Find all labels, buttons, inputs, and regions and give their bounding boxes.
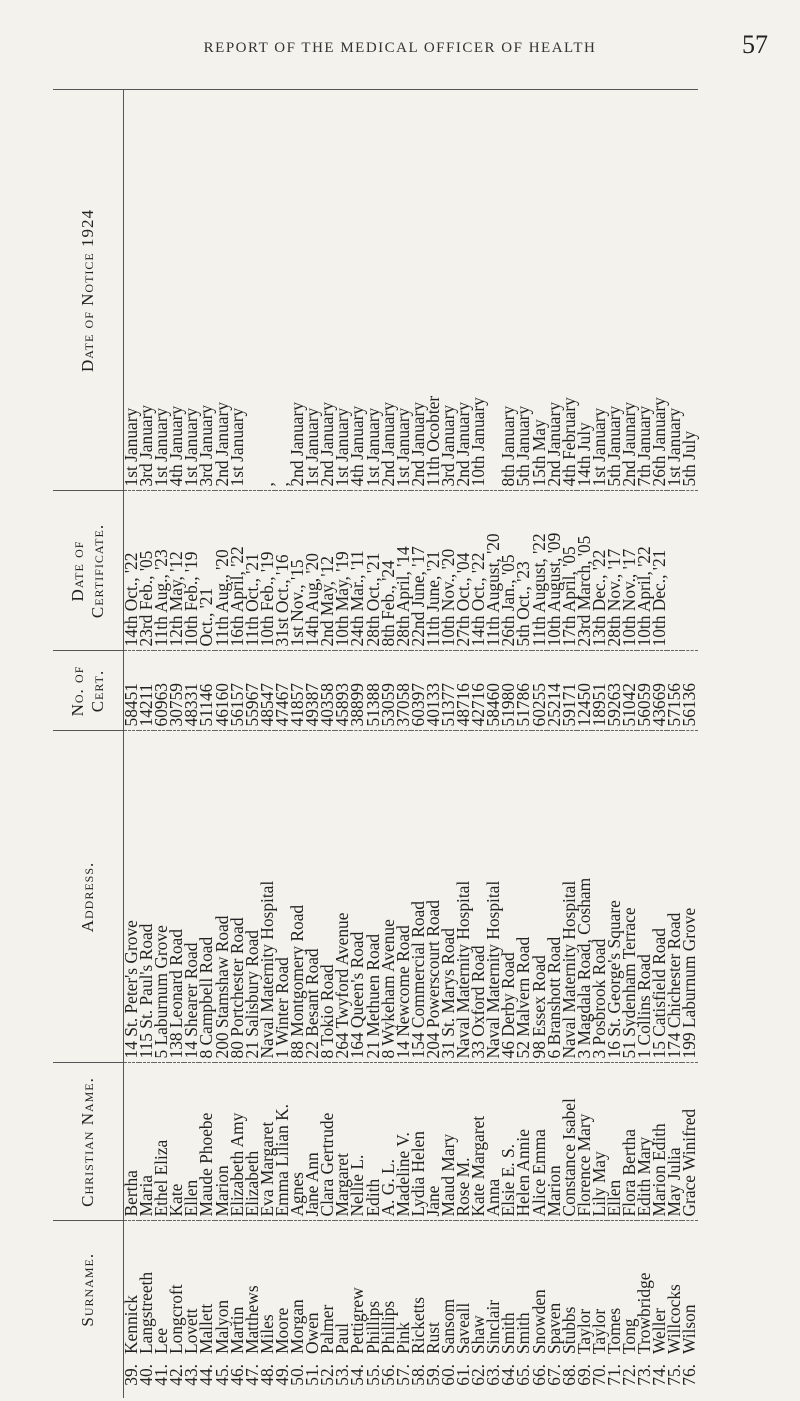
row-notice-date: 2nd January: [411, 90, 426, 491]
row-address: 3 Posbrook Road: [592, 731, 607, 1063]
row-cert-date: 2nd May, '12: [320, 491, 335, 651]
row-surname: Phillips: [377, 1300, 398, 1354]
row-christian-name: Kate: [169, 1063, 184, 1221]
row-address: 6 Branshott Road: [547, 731, 562, 1063]
row-cert-no: 48716: [456, 651, 471, 731]
row-cert-no: 59263: [607, 651, 622, 731]
row-address: 15 Catisfield Road: [652, 731, 667, 1063]
header-number: [53, 1358, 124, 1398]
row-surname: Wilson: [679, 1304, 700, 1354]
row-christian-name: Florence Mary: [577, 1063, 592, 1221]
row-cert-date: 28th Nov., '17: [607, 491, 622, 651]
row-number: 40.: [136, 1364, 157, 1386]
row-notice-date: 1st January: [154, 90, 169, 491]
row-surname: Paul: [332, 1323, 353, 1354]
row-address: 14 St. Peter's Grove: [124, 731, 140, 1063]
row-christian-name: Anna: [486, 1063, 501, 1221]
row-number: 64.: [498, 1364, 519, 1386]
row-address: 14 Shearer Road: [184, 731, 199, 1063]
row-notice-date: 3rd January: [139, 90, 154, 491]
row-address: 8 Tokio Road: [320, 731, 335, 1063]
row-number: 60.: [437, 1364, 458, 1386]
row-cert-no: 18951: [592, 651, 607, 731]
row-cert-date: 16th April, '22: [230, 491, 245, 651]
row-christian-name: May Julia: [667, 1063, 682, 1221]
row-address: 204 Powerscourt Road: [426, 731, 441, 1063]
row-cert-date: 10th Nov., '17: [622, 491, 637, 651]
row-number: 54.: [347, 1364, 368, 1386]
row-address: 8 Wykeham Avenue: [381, 731, 396, 1063]
row-address: Naval Maternity Hospital: [456, 731, 471, 1063]
row-surname: Phillips: [362, 1300, 383, 1354]
row-cert-no: 48547: [260, 651, 275, 731]
row-cert-date: 23rd Feb., '05: [139, 491, 154, 651]
row-address: 16 St. George's Square: [607, 731, 622, 1063]
row-number: 58.: [407, 1364, 428, 1386]
row-cert-no: 40133: [426, 651, 441, 731]
row-christian-name: Ethel Eliza: [154, 1063, 169, 1221]
row-surname: Pink: [392, 1322, 413, 1354]
row-christian-name: Helen Annie: [516, 1063, 531, 1221]
row-address: 1 Collins Road: [637, 731, 652, 1063]
row-surname: Palmer: [317, 1304, 338, 1354]
row-notice-date: 1st January: [667, 90, 682, 491]
row-cert-no: 56136: [682, 651, 697, 731]
row-cert-no: 25214: [547, 651, 562, 731]
row-surname: Lee: [151, 1327, 172, 1354]
row-address: 21 Salisbury Road: [245, 731, 260, 1063]
row-address: 154 Commercial Road: [411, 731, 426, 1063]
row-surname: Malyon: [211, 1299, 232, 1354]
running-head: REPORT OF THE MEDICAL OFFICER OF HEALTH: [203, 40, 597, 56]
row-number: 44.: [196, 1364, 217, 1386]
row-number: 68.: [558, 1364, 579, 1386]
header-cert-date: Date of Certificate.: [53, 491, 124, 651]
row-christian-name: Margaret: [335, 1063, 350, 1221]
row-surname: Stubbs: [558, 1306, 579, 1354]
row-surname: Longcroft: [166, 1284, 187, 1354]
row-christian-name: Grace Winifred: [682, 1063, 697, 1221]
page-header: [0, 0, 800, 95]
row-number: 52.: [317, 1364, 338, 1386]
page-number: 57: [742, 30, 768, 59]
row-cert-no: 43669: [652, 651, 667, 731]
row-notice-date: 2nd January: [320, 90, 335, 491]
row-cert-date: 13th Dec., '22: [592, 491, 607, 651]
row-address: Naval Maternity Hospital: [562, 731, 577, 1063]
row-cert-date: 10th Feb., '19: [184, 491, 199, 651]
row-address: 164 Queen's Road: [350, 731, 365, 1063]
row-number: 69.: [573, 1364, 594, 1386]
row-number: 45.: [211, 1364, 232, 1386]
row-address: 52 Malvern Road: [516, 731, 531, 1063]
row-surname: Ricketts: [407, 1297, 428, 1354]
row-notice-date: 2nd January: [290, 90, 305, 491]
header-surname: Surname.: [53, 1221, 124, 1358]
row-cert-no: 56157: [230, 651, 245, 731]
row-notice-date: 8th January: [501, 90, 516, 491]
row-cert-no: 30759: [169, 651, 184, 731]
row-address: 115 St. Paul's Road: [139, 731, 154, 1063]
row-christian-name: Lily May: [592, 1063, 607, 1221]
row-surname: Rust: [422, 1322, 443, 1354]
row-cert-no: 58460: [486, 651, 501, 731]
row-number: 49.: [271, 1364, 292, 1386]
row-notice-date: 3rd January: [441, 90, 456, 491]
row-address: 264 Twyford Avenue: [335, 731, 350, 1063]
header-christian-name: Christian Name.: [53, 1063, 124, 1221]
row-christian-name: Bertha: [124, 1063, 140, 1221]
row-surname: Sansom: [437, 1298, 458, 1354]
row-cert-no: 60397: [411, 651, 426, 731]
row-surname: Matthews: [241, 1285, 262, 1354]
row-number: 46.: [226, 1364, 247, 1386]
row-cert-date: 10th Nov., '20: [441, 491, 456, 651]
register-table: [53, 90, 698, 1399]
row-number: 43.: [181, 1364, 202, 1386]
row-cert-date: 12th May, '12: [169, 491, 184, 651]
row-surname: Tomes: [604, 1307, 624, 1354]
row-notice-date: 1st January: [592, 90, 607, 491]
row-cert-date: 5th Oct., '23: [516, 491, 531, 651]
row-notice-date: 1st January: [366, 90, 381, 491]
row-cert-date: [682, 491, 697, 651]
row-cert-date: 22nd June, '17: [411, 491, 426, 651]
row-address: Naval Maternity Hospital: [486, 731, 501, 1063]
row-cert-date: 11th June, '21: [426, 491, 441, 651]
row-christian-name: Madeline V.: [396, 1063, 411, 1221]
row-notice-date: 2nd January: [456, 90, 471, 491]
row-number: 74.: [649, 1364, 670, 1386]
row-christian-name: Maud Mary: [441, 1063, 456, 1221]
row-number: 51.: [302, 1364, 323, 1386]
row-address: 8 Campbell Road: [199, 731, 214, 1063]
row-cert-no: 60255: [532, 651, 547, 731]
row-christian-name: Rose M.: [456, 1063, 471, 1221]
row-address: 14 Newcome Road: [396, 731, 411, 1063]
row-cert-date: 1st Nov., '15: [290, 491, 305, 651]
row-notice-date: 2nd Jaunary: [622, 90, 637, 491]
row-christian-name: Edith Mary: [637, 1063, 652, 1221]
row-cert-date: Oct., '21: [199, 491, 214, 651]
row-notice-date: 2nd January: [215, 90, 230, 491]
row-address: 88 Montgomery Road: [290, 731, 305, 1063]
row-number: 61.: [453, 1364, 474, 1386]
row-christian-name: Maude Phoebe: [199, 1063, 214, 1221]
row-cert-no: 46160: [215, 651, 230, 731]
row-address: 51 Sydenham Terrace: [622, 731, 637, 1063]
row-surname: Mallett: [196, 1303, 217, 1354]
row-christian-name: Elsie E. S.: [501, 1063, 516, 1221]
row-number: 39.: [121, 1364, 141, 1386]
row-notice-date: 1st January: [124, 90, 140, 491]
row-surname: Weller: [649, 1308, 670, 1354]
row-christian-name: Jane Ann: [305, 1063, 320, 1221]
row-address: 33 Oxford Road: [471, 731, 486, 1063]
row-cert-no: 12450: [577, 651, 592, 731]
row-number: 62.: [468, 1364, 489, 1386]
row-notice-date: 5th January: [607, 90, 622, 491]
row-cert-no: 51377: [441, 651, 456, 731]
row-christian-name: Nellie L.: [350, 1063, 365, 1221]
row-cert-date: 17th April, '05: [562, 491, 577, 651]
row-notice-date: 3rd January: [199, 90, 214, 491]
row-christian-name: Ellen: [184, 1063, 199, 1221]
row-notice-date: 4th February: [562, 90, 577, 491]
row-address: 199 Laburnum Grove: [682, 731, 697, 1063]
row-surname: Smith: [513, 1312, 534, 1354]
row-cert-no: 51980: [501, 651, 516, 731]
row-surname: Lovett: [181, 1308, 202, 1354]
row-address: 46 Derby Road: [501, 731, 516, 1063]
row-cert-no: 59171: [562, 651, 577, 731]
row-notice-date: [245, 90, 260, 491]
row-cert-no: 14211: [139, 651, 154, 731]
row-cert-no: 56059: [637, 651, 652, 731]
row-number: 67.: [543, 1364, 564, 1386]
row-address: Naval Maternity Hospital: [260, 731, 275, 1063]
row-cert-no: 57156: [667, 651, 682, 731]
row-cert-no: 55967: [245, 651, 260, 731]
row-surname: Martin: [226, 1306, 247, 1354]
row-cert-date: 10th August, '09: [547, 491, 562, 651]
row-christian-name: A. G. L.: [381, 1063, 396, 1221]
row-cert-date: 10th April, '22: [637, 491, 652, 651]
row-cert-date: 14th Oct., '22: [124, 491, 140, 651]
row-cert-no: 38899: [350, 651, 365, 731]
row-cert-no: 53059: [381, 651, 396, 731]
row-surname: Trowbridge: [634, 1272, 655, 1354]
row-address: 1 Winter Road: [275, 731, 290, 1063]
row-address: 3 Magdala Road, Cosham: [577, 731, 592, 1063]
row-notice-date: 1st January: [230, 90, 245, 491]
row-cert-date: 11th Aug., '23: [154, 491, 169, 651]
row-surname: Taylor: [588, 1308, 609, 1354]
row-number: 76.: [679, 1364, 700, 1386]
row-number: 75.: [664, 1364, 685, 1386]
row-christian-name: Kate Margaret: [471, 1063, 486, 1221]
row-cert-no: 40358: [320, 651, 335, 731]
row-number: 47.: [241, 1364, 262, 1386]
row-cert-date: [667, 491, 682, 651]
row-notice-date: 26th January: [652, 90, 667, 491]
row-christian-name: Lydia Helen: [411, 1063, 426, 1221]
row-notice-date: 1st January: [305, 90, 320, 491]
row-address: 174 Chichester Road: [667, 731, 682, 1063]
row-cert-date: 26th Jan., '05: [501, 491, 516, 651]
row-christian-name: Eva Margaret: [260, 1063, 275, 1221]
header-cert-no: No. of Cert.: [53, 651, 124, 731]
row-notice-date: ,: [260, 90, 275, 491]
row-christian-name: Elizabeth: [245, 1063, 260, 1221]
row-cert-no: 47467: [275, 651, 290, 731]
row-surname: Kennick: [121, 1295, 141, 1354]
row-number: 70.: [588, 1364, 609, 1386]
row-christian-name: Agnes: [290, 1063, 305, 1221]
row-christian-name: Marion: [547, 1063, 562, 1221]
row-number: 59.: [422, 1364, 443, 1386]
row-number: 65.: [513, 1364, 534, 1386]
row-notice-date: 4th January: [350, 90, 365, 491]
row-cert-date: 27th Oct., '04: [456, 491, 471, 651]
row-number: 53.: [332, 1364, 353, 1386]
row-cert-date: 11th Oct., '21: [245, 491, 260, 651]
row-number: 71.: [604, 1364, 624, 1386]
rotated-table-container: [53, 90, 741, 1398]
row-surname: Langstreeth: [136, 1271, 157, 1354]
row-surname: Tong: [619, 1318, 640, 1354]
row-notice-date: 5th January: [516, 90, 531, 491]
row-address: 5 Laburnum Grove: [154, 731, 169, 1063]
row-number: 66.: [528, 1364, 549, 1386]
row-cert-no: 48331: [184, 651, 199, 731]
row-cert-date: 11th August, '20: [486, 491, 501, 651]
row-number: 55.: [362, 1364, 383, 1386]
row-christian-name: Elizabeth Amy: [230, 1063, 245, 1221]
row-number: 72.: [619, 1364, 640, 1386]
row-number: 41.: [151, 1364, 172, 1386]
row-cert-date: 24th Mar., '11: [350, 491, 365, 651]
row-christian-name: Maria: [139, 1063, 154, 1221]
row-cert-date: 11th Aug., '20: [215, 491, 230, 651]
row-cert-date: 8th Feb., '24: [381, 491, 396, 651]
row-cert-date: 23rd March, '05: [577, 491, 592, 651]
row-number: 63.: [483, 1364, 504, 1386]
row-cert-date: 10th Feb., '19: [260, 491, 275, 651]
header-address: Address.: [53, 731, 124, 1063]
row-cert-no: 51786: [516, 651, 531, 731]
row-cert-no: 41857: [290, 651, 305, 731]
table-header-row: [53, 90, 124, 1398]
row-notice-date: 1st January: [396, 90, 411, 491]
row-notice-date: 1st January: [335, 90, 350, 491]
row-number: 73.: [634, 1364, 655, 1386]
row-cert-no: 37058: [396, 651, 411, 731]
row-surname: Shaw: [468, 1315, 489, 1354]
row-number: 42.: [166, 1364, 187, 1386]
row-cert-date: 10th May, '19: [335, 491, 350, 651]
row-number: 50.: [287, 1364, 308, 1386]
row-notice-date: 11th Ocobter: [426, 90, 441, 491]
row-cert-no: 51042: [622, 651, 637, 731]
row-surname: Pettigrew: [347, 1287, 368, 1354]
table-body: [121, 90, 700, 1398]
row-cert-date: 28th Oct., '21: [366, 491, 381, 651]
row-cert-date: 10th Dec., '21: [652, 491, 667, 651]
row-surname: Saveall: [453, 1302, 474, 1354]
row-address: 80 Portchester Road: [230, 731, 245, 1063]
row-christian-name: Clara Gertrude: [320, 1063, 335, 1221]
row-number: 57.: [392, 1364, 413, 1386]
row-notice-date: 5th July: [682, 90, 697, 491]
row-surname: Taylor: [573, 1308, 594, 1354]
row-surname: Owen: [302, 1312, 323, 1354]
row-notice-date: 10th January: [471, 90, 486, 491]
row-notice-date: 4th January: [169, 90, 184, 491]
row-cert-no: 60963: [154, 651, 169, 731]
row-surname: Willcocks: [664, 1284, 685, 1354]
row-cert-no: 58451: [124, 651, 140, 731]
table-row: [682, 90, 697, 1398]
row-christian-name: Constance Isabel: [562, 1063, 577, 1221]
row-number: 48.: [256, 1364, 277, 1386]
row-christian-name: Marion Edith: [652, 1063, 667, 1221]
row-notice-date: 2nd January: [381, 90, 396, 491]
row-surname: Miles: [256, 1314, 277, 1354]
row-cert-date: 14th Aug, '20: [305, 491, 320, 651]
row-cert-date: 28th April, '14: [396, 491, 411, 651]
row-notice-date: 2nd January: [547, 90, 562, 491]
row-christian-name: Alice Emma: [532, 1063, 547, 1221]
row-christian-name: Edith: [366, 1063, 381, 1221]
row-surname: Moore: [271, 1307, 292, 1354]
row-notice-date: ,: [275, 90, 290, 491]
row-christian-name: Ellen: [607, 1063, 622, 1221]
row-notice-date: 14th July: [577, 90, 592, 491]
row-christian-name: Flora Bertha: [622, 1063, 637, 1221]
row-surname: Spaven: [543, 1302, 564, 1354]
row-christian-name: Emma Lilian K.: [275, 1063, 290, 1221]
row-notice-date: 15th May: [532, 90, 547, 491]
row-cert-date: 31st Oct., '16: [275, 491, 290, 651]
row-address: 21 Methuen Road: [366, 731, 381, 1063]
row-surname: Smith: [498, 1312, 519, 1354]
row-cert-no: 42716: [471, 651, 486, 731]
row-surname: Sinclair: [483, 1299, 504, 1354]
row-cert-no: 51388: [366, 651, 381, 731]
row-address: 200 Stamshaw Road: [215, 731, 230, 1063]
row-cert-no: 49387: [305, 651, 320, 731]
row-surname: Morgan: [287, 1299, 308, 1354]
row-notice-date: 1st January: [184, 90, 199, 491]
row-address: 31 St. Marys Road: [441, 731, 456, 1063]
row-address: 22 Besant Road: [305, 731, 320, 1063]
row-surname: Snowden: [528, 1289, 549, 1354]
row-address: 98 Essex Road: [532, 731, 547, 1063]
header-notice-date: Date of Notice 1924: [53, 90, 124, 491]
row-cert-date: 11th August, '22: [532, 491, 547, 651]
row-cert-no: 45893: [335, 651, 350, 731]
row-cert-no: 51146: [199, 651, 214, 731]
row-number: 56.: [377, 1364, 398, 1386]
row-christian-name: Jane: [426, 1063, 441, 1221]
row-christian-name: Marion: [215, 1063, 230, 1221]
row-cert-date: 14th Oct., '22: [471, 491, 486, 651]
row-address: 138 Leonard Road: [169, 731, 184, 1063]
row-notice-date: 7th January: [637, 90, 652, 491]
